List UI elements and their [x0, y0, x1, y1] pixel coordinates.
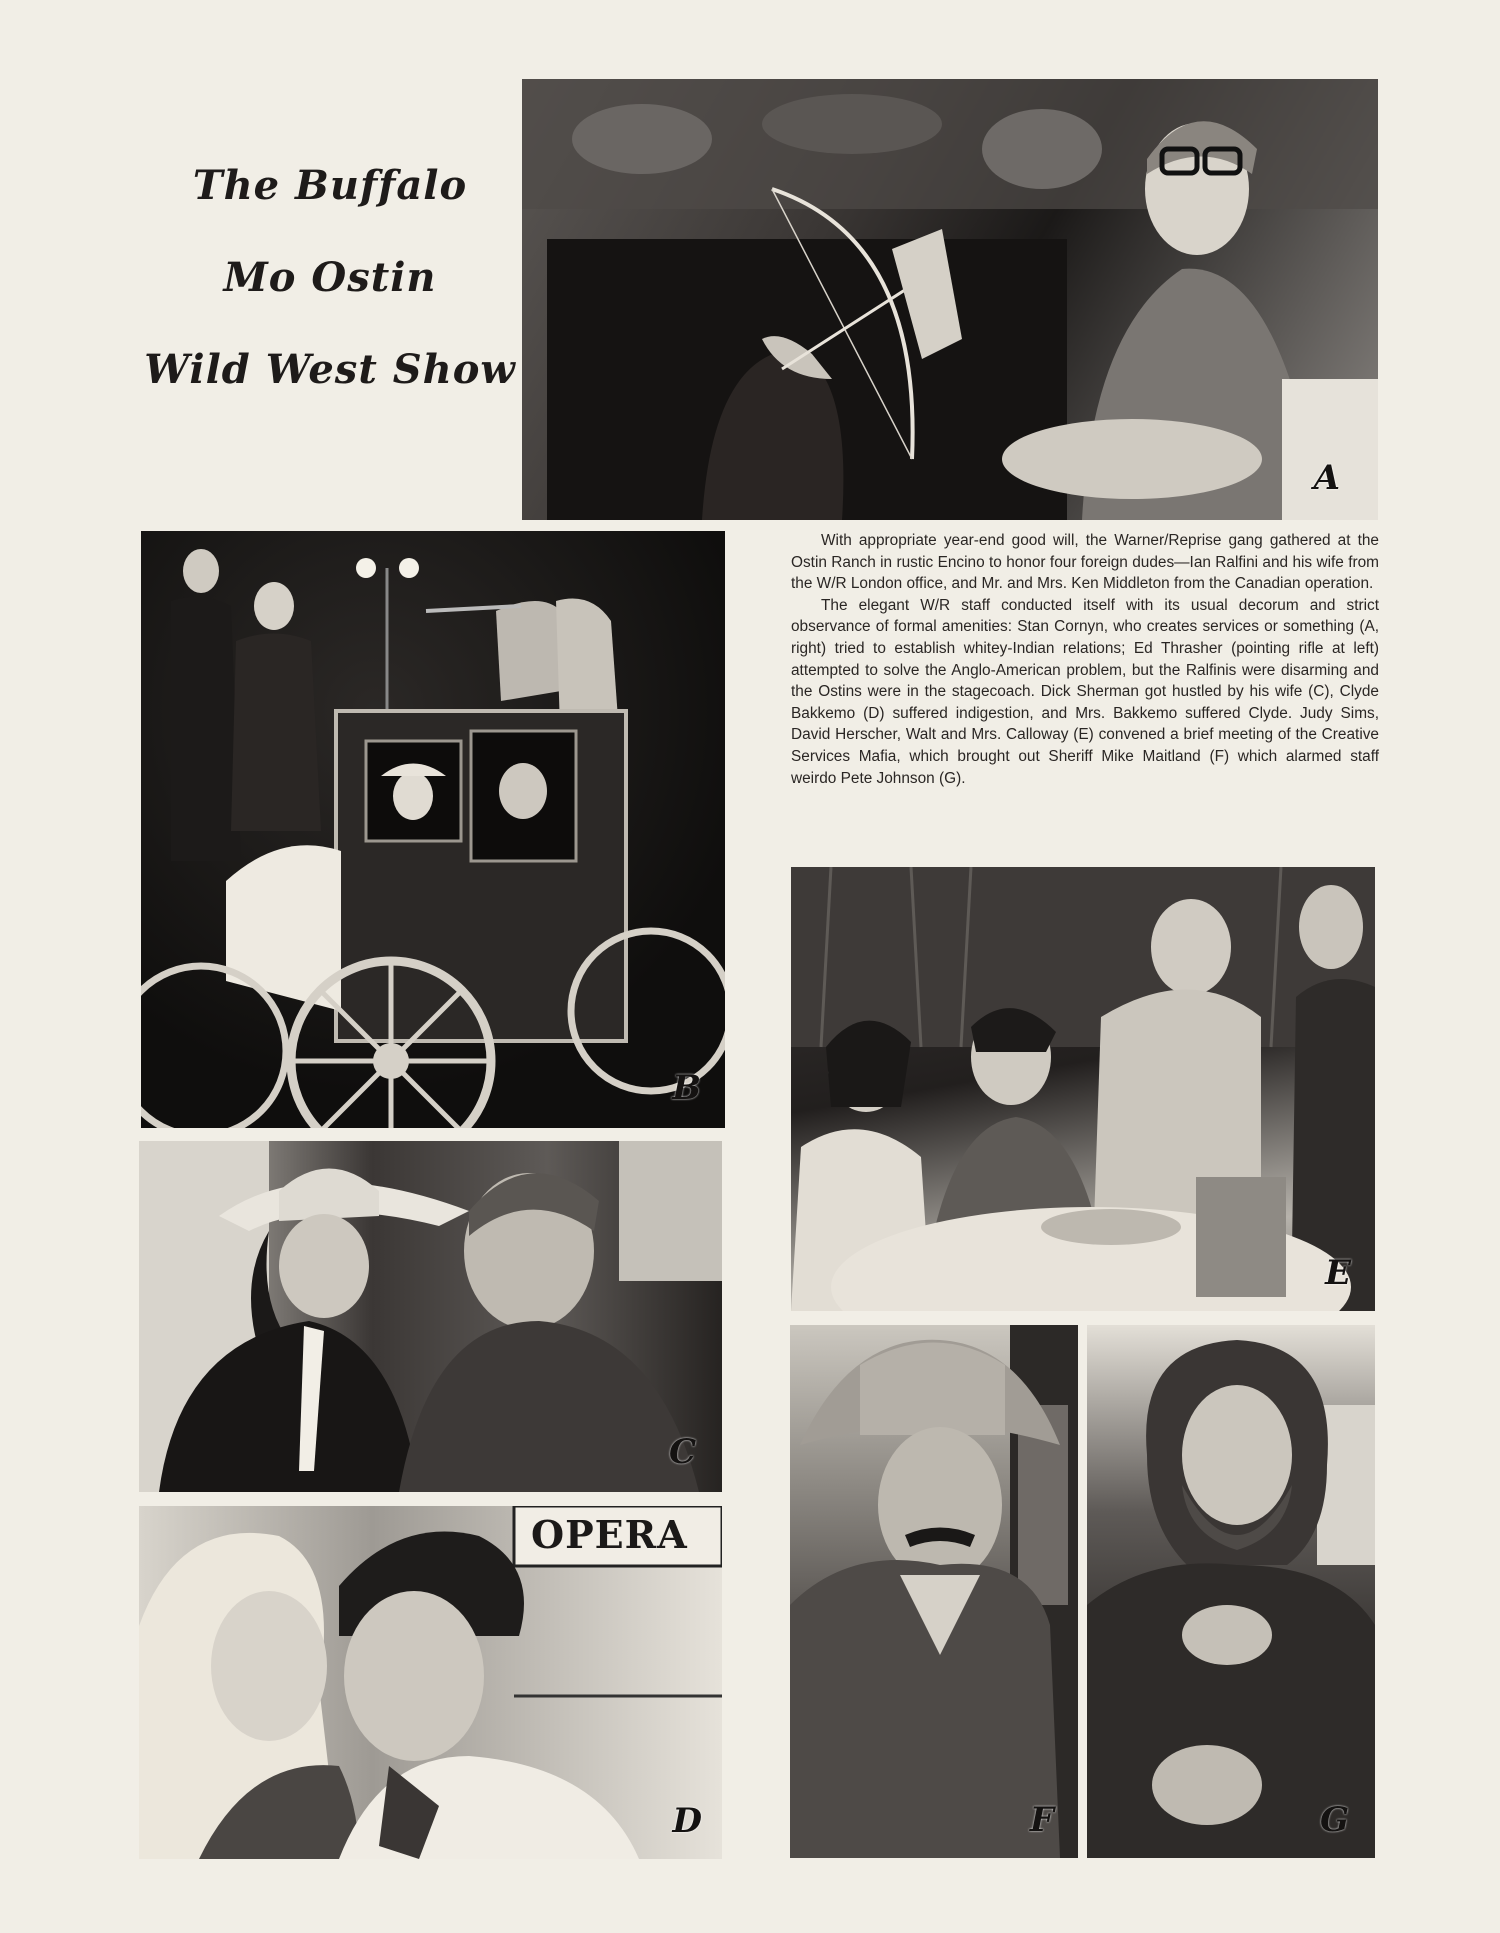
photo-e-group-table: [791, 867, 1375, 1311]
photo-f-sheriff: [790, 1325, 1078, 1858]
title-line-2: Mo Ostin: [223, 254, 437, 301]
photo-a-archery: [522, 79, 1378, 520]
photo-g-bearded-man: [1087, 1325, 1375, 1858]
photo-a-label: A: [1313, 458, 1340, 498]
article-paragraph-2: The elegant W/R staff conducted itself with its usual decorum and strict observance of formal amenities: Stan Cornyn, who creates services or something (A, right) tried to establish whitey-Indian relations; Ed Thrasher (pointing rifle at left) attempted to solve the Anglo-American problem, but the Ralfinis were disarming and the Ostins were in the stagecoach. Dick Sherman got hustled by his wife (C), Clyde Bakkemo (D) suffered indigestion, and Mrs. Bakkemo suffered Clyde. Judy Sims, David Herscher, Walt and Mrs. Calloway (E) convened a brief meeting of the Creative Services Mafia, which brought out Sheriff Mike Maitland (F) which alarmed staff weirdo Pete Johnson (G).: [791, 596, 1379, 787]
article-body: [791, 530, 1379, 789]
page-title: [140, 140, 520, 416]
photo-c-label: C: [668, 1432, 696, 1472]
photo-c-illustration: [139, 1141, 722, 1492]
photo-b-illustration: [141, 531, 725, 1128]
photo-f-label: F: [1029, 1800, 1054, 1840]
photo-d-opera-sign: OPERA: [531, 1512, 688, 1557]
photo-e-label: E: [1325, 1253, 1351, 1293]
title-line-3: Wild West Show: [144, 346, 516, 393]
photo-d-label: D: [672, 1801, 702, 1841]
photo-g-label: G: [1319, 1800, 1349, 1840]
photo-c-couple: [139, 1141, 722, 1492]
photo-d-illustration: [139, 1506, 722, 1859]
title-line-1: The Buffalo: [192, 162, 468, 209]
photo-b-stagecoach: [141, 531, 725, 1128]
photo-g-illustration: [1087, 1325, 1375, 1858]
photo-f-illustration: [790, 1325, 1078, 1858]
article-paragraph-1: With appropriate year-end good will, the Warner/Reprise gang gathered at the Ostin Ranch in rustic Encino to honor four foreign dudes—Ian Ralfini and his wife from the W/R London office, and Mr. and Mrs. Ken Middleton from the Canadian operation.: [791, 532, 1379, 593]
photo-a-illustration: [522, 79, 1378, 520]
photo-e-illustration: [791, 867, 1375, 1311]
photo-d-opera: [139, 1506, 722, 1859]
photo-b-label: B: [672, 1068, 701, 1108]
